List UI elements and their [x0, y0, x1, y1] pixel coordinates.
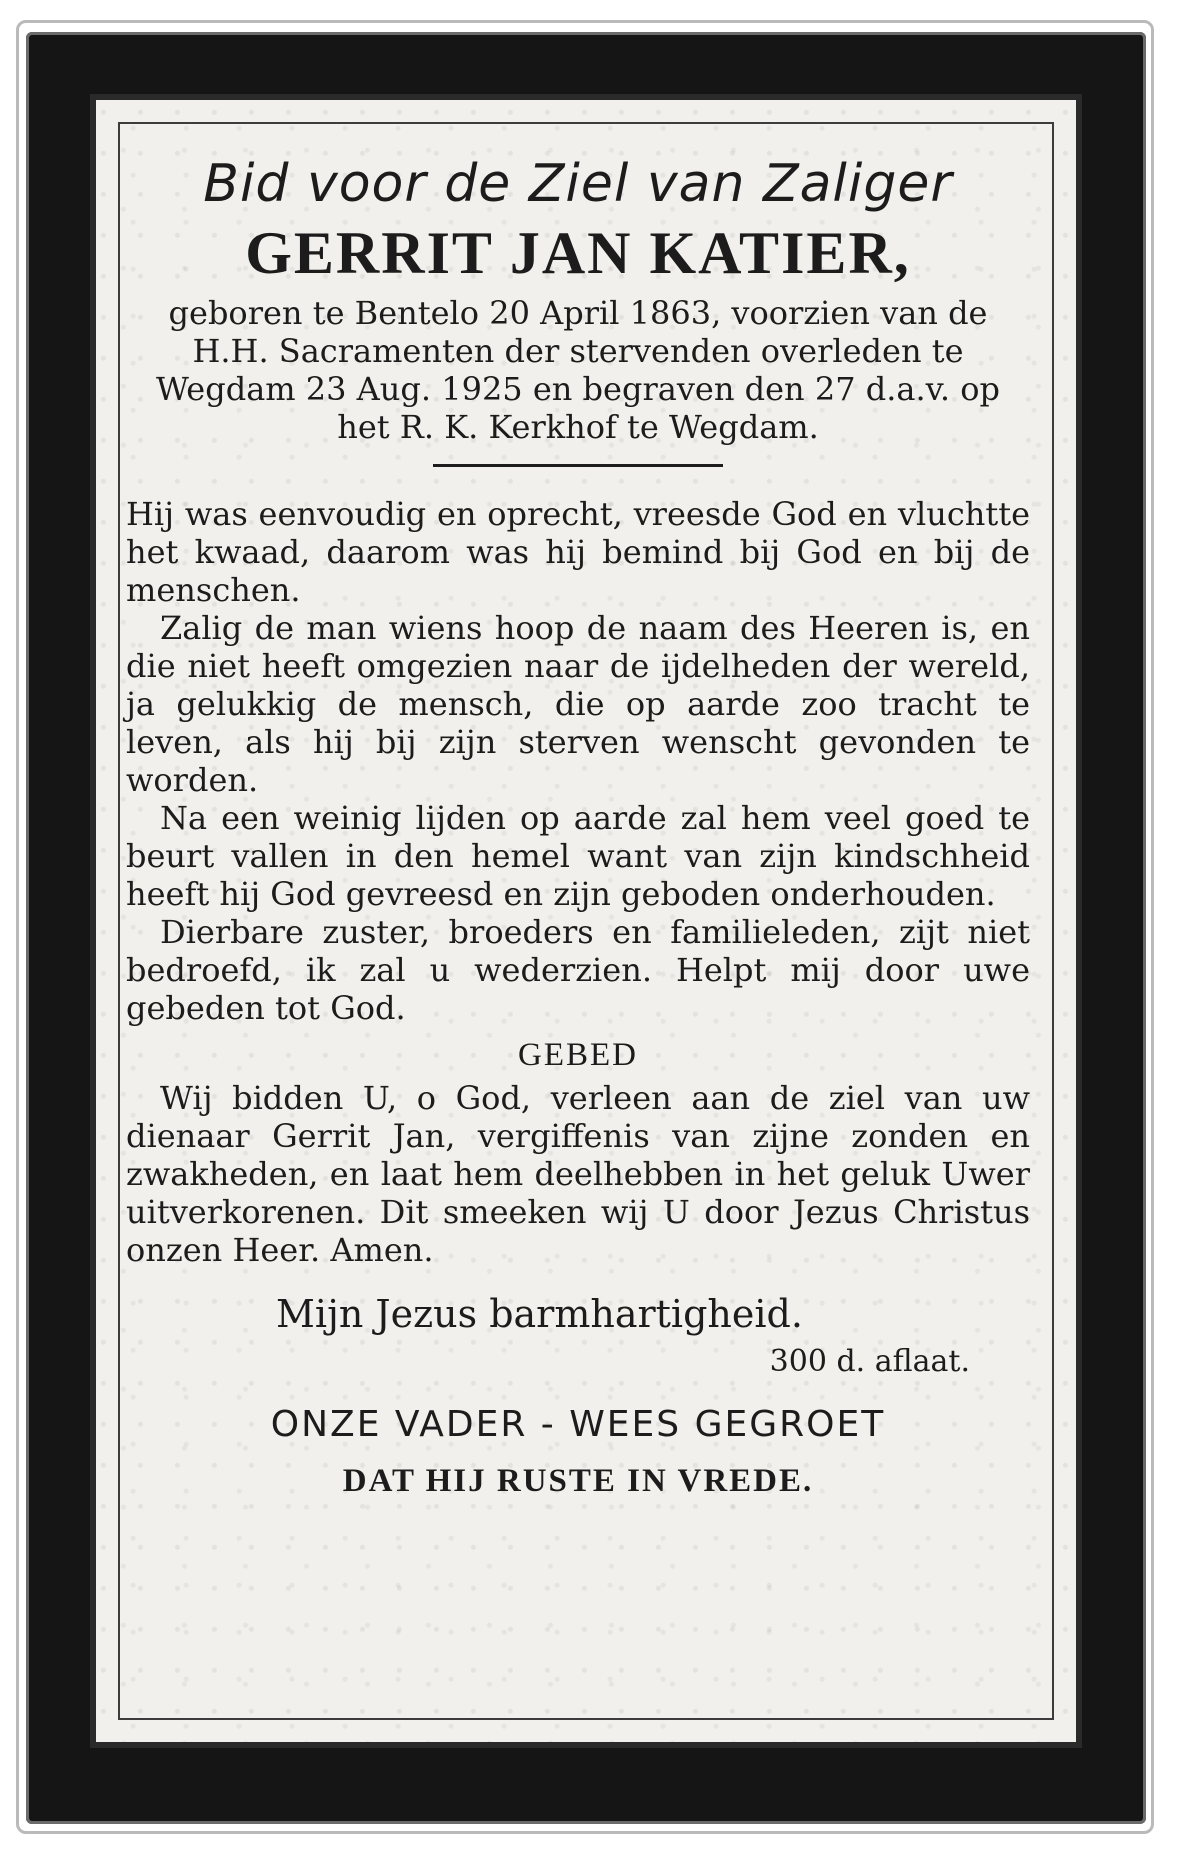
prayer-text: Wij bidden U, o God, verleen aan de ziel van uw dienaar Gerrit Jan, vergiffenis van zijne zonden en zwakheden, en laat hem deelhebben in het geluk Uwer uitverkorenen. Dit smeeken wij U door Jezus Christus onzen Heer. Amen. — [126, 1079, 1030, 1269]
card-paper — [90, 94, 1082, 1748]
paragraph-4: Dierbare zuster, broeders en familieleden, zijt niet bedroefd, ik zal u wederzien. Helpt mij door uwe gebeden tot God. — [126, 913, 1030, 1027]
paragraph-1: Hij was eenvoudig en oprecht, vreesde God en vluchtte het kwaad, daarom was hij bemind bij God en bij de menschen. — [126, 495, 1030, 609]
closing-text: DAT HIJ RUSTE IN VREDE. — [342, 1463, 814, 1499]
invocation-text: Mijn Jezus barmhartigheid. — [276, 1292, 803, 1336]
card-heading: Bid voor de Ziel van Zaliger — [203, 154, 953, 214]
prayer-title: GEBED — [518, 1037, 638, 1073]
card-content — [126, 154, 1030, 1501]
indulgence-text: 300 d. aflaat. — [769, 1344, 970, 1379]
divider-rule — [433, 464, 723, 467]
paragraph-3: Na een weinig lijden op aarde zal hem veel goed te beurt vallen in den hemel want van zijn kindschheid heeft hij God gevreesd en zijn geboden onderhouden. — [126, 799, 1030, 913]
deceased-name: GERRIT JAN KATIER, — [245, 220, 911, 286]
mourning-card — [26, 32, 1146, 1824]
birth-death-text: geboren te Bentelo 20 April 1863, voorzien van de H.H. Sacramenten der stervenden overleden te Wegdam 23 Aug. 1925 en begraven den 27 d.a.v. op het R. K. Kerkhof te Wegdam. — [156, 294, 1000, 446]
paragraph-2: Zalig de man wiens hoop de naam des Heeren is, en die niet heeft omgezien naar de ijdelheden der wereld, ja gelukkig de mensch, die op aarde zoo tracht te leven, als hij bij zijn sterven wenscht gevonden te worden. — [126, 609, 1030, 799]
prayers-line: ONZE VADER - WEES GEGROET — [270, 1404, 886, 1445]
